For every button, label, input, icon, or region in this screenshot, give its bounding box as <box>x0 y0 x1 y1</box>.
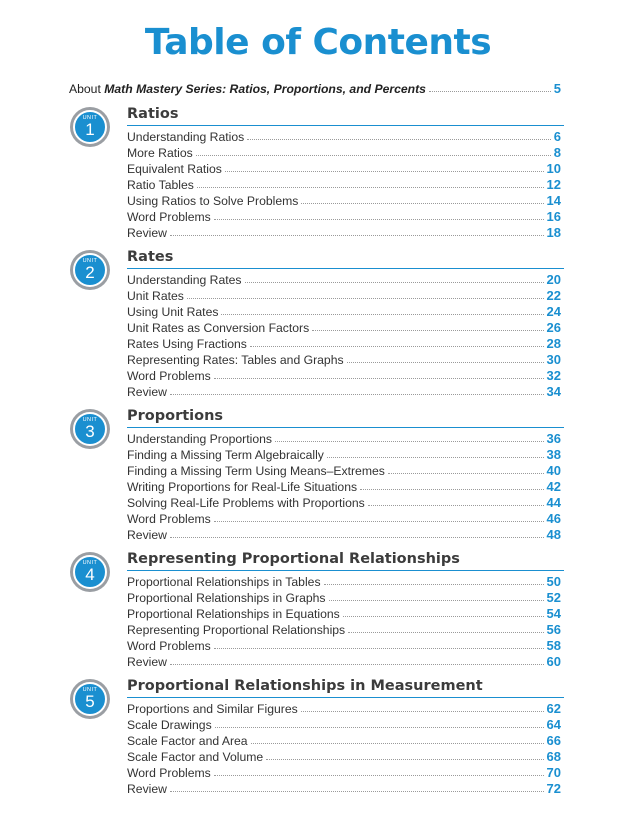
toc-entry[interactable] <box>127 494 561 510</box>
unit-badge-icon: UNIT 4 <box>70 552 110 592</box>
unit-items <box>127 700 561 796</box>
entry-label: Scale Factor and Volume <box>127 750 264 764</box>
dot-leader <box>245 282 544 283</box>
page-number: 12 <box>546 177 561 192</box>
entry-label: Review <box>127 226 167 240</box>
page-number: 20 <box>546 272 561 287</box>
unit-items <box>127 430 561 542</box>
toc-entry[interactable] <box>127 462 561 478</box>
toc-entry[interactable] <box>127 367 561 383</box>
unit-title: Proportional Relationships in Measurement <box>127 677 564 698</box>
entry-label: Understanding Rates <box>127 273 242 287</box>
entry-label: Understanding Ratios <box>127 130 245 144</box>
page-number: 44 <box>546 495 561 510</box>
toc-entry[interactable] <box>127 319 561 335</box>
page-number: 22 <box>546 288 561 303</box>
toc-entry[interactable] <box>127 510 561 526</box>
dot-leader <box>324 584 544 585</box>
toc-entry[interactable] <box>127 144 561 160</box>
toc-entry[interactable] <box>127 716 561 732</box>
unit-title: Proportions <box>127 407 564 428</box>
unit-items <box>127 128 561 240</box>
page-title: Table of Contents <box>144 22 492 63</box>
dot-leader <box>214 521 544 522</box>
page-number: 56 <box>546 622 561 637</box>
entry-label: Scale Factor and Area <box>127 734 248 748</box>
dot-leader <box>196 155 551 156</box>
page-number: 30 <box>546 352 561 367</box>
page-number: 54 <box>546 606 561 621</box>
dot-leader <box>327 457 544 458</box>
dot-leader <box>170 791 544 792</box>
dot-leader <box>348 632 543 633</box>
toc-entry[interactable] <box>127 192 561 208</box>
page-number: 50 <box>546 574 561 589</box>
unit-badge-icon: UNIT 3 <box>70 409 110 449</box>
toc-entry[interactable] <box>127 176 561 192</box>
entry-label: Word Problems <box>127 766 211 780</box>
entry-label: Review <box>127 528 167 542</box>
unit-badge-icon: UNIT 2 <box>70 250 110 290</box>
entry-label: Equivalent Ratios <box>127 162 222 176</box>
entry-label: Proportional Relationships in Graphs <box>127 591 326 605</box>
entry-label: Unit Rates <box>127 289 184 303</box>
dot-leader <box>301 711 544 712</box>
toc-entry[interactable] <box>127 573 561 589</box>
dot-leader <box>368 505 544 506</box>
about-series-title: Math Mastery Series: Ratios, Proportions, and Percents <box>104 82 426 96</box>
entry-label: Proportional Relationships in Equations <box>127 607 340 621</box>
toc-entry[interactable] <box>127 351 561 367</box>
entry-label: Solving Real-Life Problems with Proportions <box>127 496 365 510</box>
unit-badge-icon: UNIT 1 <box>70 107 110 147</box>
page-number: 34 <box>546 384 561 399</box>
dot-leader <box>214 219 544 220</box>
toc-entry[interactable] <box>127 271 561 287</box>
dot-leader <box>214 648 544 649</box>
page-number: 58 <box>546 638 561 653</box>
page-number: 70 <box>546 765 561 780</box>
entry-label: Word Problems <box>127 512 211 526</box>
entry-label: Understanding Proportions <box>127 432 272 446</box>
entry-label: Ratio Tables <box>127 178 194 192</box>
dot-leader <box>301 203 543 204</box>
dot-leader <box>170 394 544 395</box>
entry-label: Finding a Missing Term Using Means–Extremes <box>127 464 385 478</box>
entry-label: Proportional Relationships in Tables <box>127 575 321 589</box>
page-number: 42 <box>546 479 561 494</box>
dot-leader <box>312 330 543 331</box>
toc-entry[interactable] <box>127 224 561 240</box>
about-label <box>69 82 426 96</box>
toc-entry[interactable] <box>127 605 561 621</box>
unit-badge-icon: UNIT 5 <box>70 679 110 719</box>
entry-label: Using Ratios to Solve Problems <box>127 194 299 208</box>
toc-entry[interactable] <box>127 383 561 399</box>
toc-entry-about[interactable] <box>69 78 561 96</box>
dot-leader <box>343 616 544 617</box>
dot-leader <box>170 235 544 236</box>
toc-entry[interactable] <box>127 335 561 351</box>
toc-entry[interactable] <box>127 303 561 319</box>
dot-leader <box>214 378 544 379</box>
toc-entry[interactable] <box>127 764 561 780</box>
toc-entry[interactable] <box>127 526 561 542</box>
entry-label: Representing Rates: Tables and Graphs <box>127 353 344 367</box>
page-number: 46 <box>546 511 561 526</box>
dot-leader <box>170 537 544 538</box>
entry-label: Rates Using Fractions <box>127 337 247 351</box>
dot-leader <box>251 743 544 744</box>
dot-leader <box>275 441 544 442</box>
toc-entry[interactable] <box>127 430 561 446</box>
unit-title: Representing Proportional Relationships <box>127 550 564 571</box>
dot-leader <box>388 473 544 474</box>
entry-label: More Ratios <box>127 146 193 160</box>
dot-leader <box>170 664 544 665</box>
dot-leader <box>187 298 544 299</box>
dot-leader <box>214 775 544 776</box>
dot-leader <box>215 727 544 728</box>
toc-entry[interactable] <box>127 589 561 605</box>
page-number: 24 <box>546 304 561 319</box>
toc-entry[interactable] <box>127 446 561 462</box>
dot-leader <box>221 314 543 315</box>
toc-entry[interactable] <box>127 780 561 796</box>
entry-label: Representing Proportional Relationships <box>127 623 346 637</box>
page-number: 18 <box>546 225 561 240</box>
dot-leader <box>360 489 543 490</box>
entry-label: Review <box>127 782 167 796</box>
unit-title: Rates <box>127 248 564 269</box>
dot-leader <box>197 187 544 188</box>
entry-label: Scale Drawings <box>127 718 212 732</box>
page-number: 68 <box>546 749 561 764</box>
about-prefix: About <box>69 82 105 96</box>
page-number: 32 <box>546 368 561 383</box>
unit-items <box>127 573 561 669</box>
page-number: 52 <box>546 590 561 605</box>
entry-label: Proportions and Similar Figures <box>127 702 298 716</box>
dot-leader <box>347 362 544 363</box>
dot-leader <box>329 600 544 601</box>
toc-entry[interactable] <box>127 128 561 144</box>
toc-entry[interactable] <box>127 160 561 176</box>
entry-label: Unit Rates as Conversion Factors <box>127 321 310 335</box>
toc-entry[interactable] <box>127 637 561 653</box>
page-number: 28 <box>546 336 561 351</box>
page-number: 62 <box>546 701 561 716</box>
dot-leader <box>429 91 551 92</box>
dot-leader <box>247 139 551 140</box>
page-number: 16 <box>546 209 561 224</box>
toc-entry[interactable] <box>127 478 561 494</box>
entry-label: Word Problems <box>127 369 211 383</box>
page-number: 6 <box>553 129 561 144</box>
dot-leader <box>266 759 543 760</box>
entry-label: Writing Proportions for Real-Life Situations <box>127 480 358 494</box>
page-number: 5 <box>553 81 561 96</box>
page-number: 26 <box>546 320 561 335</box>
entry-label: Word Problems <box>127 639 211 653</box>
entry-label: Using Unit Rates <box>127 305 219 319</box>
entry-label: Word Problems <box>127 210 211 224</box>
page-number: 38 <box>546 447 561 462</box>
toc-entry[interactable] <box>127 700 561 716</box>
dot-leader <box>250 346 544 347</box>
toc-entry[interactable] <box>127 208 561 224</box>
page-number: 60 <box>546 654 561 669</box>
entry-label: Review <box>127 385 167 399</box>
unit-title: Ratios <box>127 105 564 126</box>
entry-label: Finding a Missing Term Algebraically <box>127 448 324 462</box>
page-number: 8 <box>553 145 561 160</box>
page-number: 10 <box>546 161 561 176</box>
entry-label: Review <box>127 655 167 669</box>
page-number: 66 <box>546 733 561 748</box>
page-number: 48 <box>546 527 561 542</box>
toc-entry[interactable] <box>127 748 561 764</box>
dot-leader <box>225 171 544 172</box>
page-number: 14 <box>546 193 561 208</box>
unit-items <box>127 271 561 399</box>
toc-entry[interactable] <box>127 732 561 748</box>
page-number: 40 <box>546 463 561 478</box>
toc-entry[interactable] <box>127 287 561 303</box>
toc-entry[interactable] <box>127 621 561 637</box>
page-number: 72 <box>546 781 561 796</box>
page-number: 36 <box>546 431 561 446</box>
page-number: 64 <box>546 717 561 732</box>
toc-entry[interactable] <box>127 653 561 669</box>
